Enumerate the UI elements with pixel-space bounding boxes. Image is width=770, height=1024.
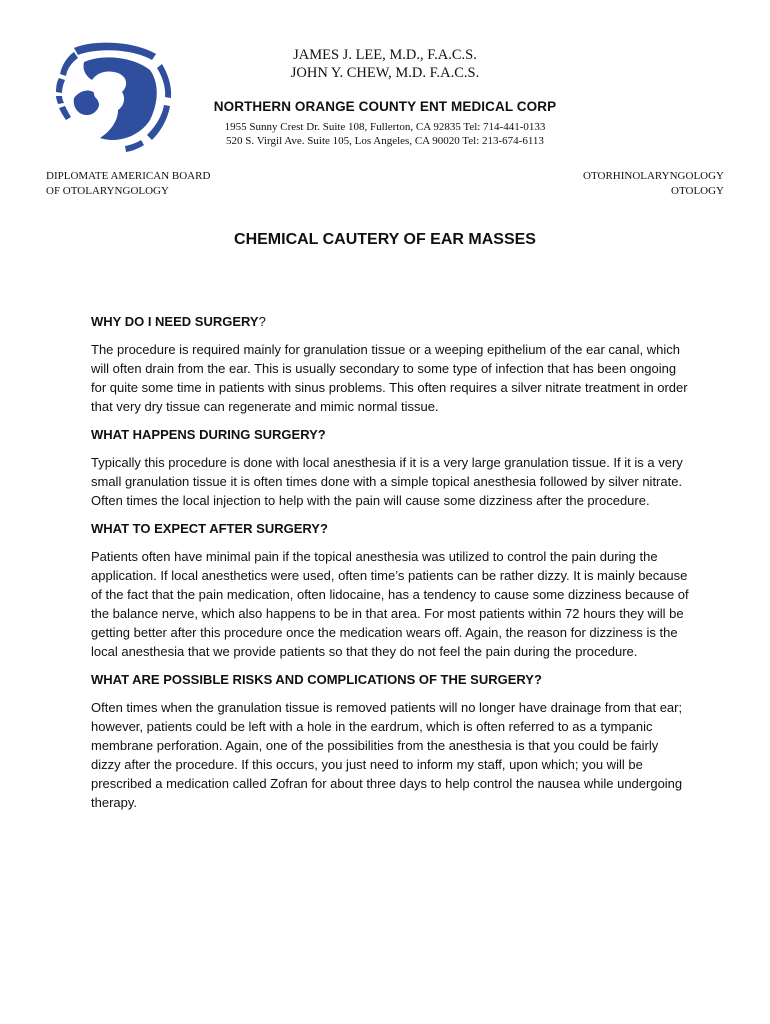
credential-line: OTORHINOLARYNGOLOGY xyxy=(583,170,724,182)
section-paragraph: Often times when the granulation tissue is removed patients will no longer have drainage from that ear; however, patients could be left with a hole in the eardrum, which is often referred to as a tympanic membrane perforation. Again, one of the possibilities from the anesthesia is that you could be fairly dizzy after the procedure. If this occurs, you just need to inform my staff, upon which; you will be prescribed a medication called Zofran for about three days to help control the nausea while undergoing therapy. xyxy=(91,700,683,810)
section-heading: WHAT TO EXPECT AFTER SURGERY? xyxy=(91,521,328,536)
credential-line: DIPLOMATE AMERICAN BOARD xyxy=(46,170,211,182)
address-line-1: 1955 Sunny Crest Dr. Suite 108, Fullerton, CA 92835 Tel: 714-441-0133 xyxy=(224,121,546,133)
doctor-name-2: JOHN Y. CHEW, M.D. F.A.C.S. xyxy=(290,65,480,81)
document-body xyxy=(91,313,691,822)
section-heading: WHAT ARE POSSIBLE RISKS AND COMPLICATIONS OF THE SURGERY? xyxy=(91,672,542,687)
credential-line: OF OTOLARYNGOLOGY xyxy=(46,185,169,197)
section-paragraph: Patients often have minimal pain if the topical anesthesia was utilized to control the pain during the application. If local anesthetics were used, often time’s patients can be rather dizzy. It is mainly because of the fact that the pain medication, often lidocaine, has a tendency to cause some dizziness because of the balance nerve, which also happens to be in that area. For most patients within 72 hours they will be getting better after this procedure once the medication wears off. Again, the reason for dizziness is the local anesthesia that we provide patients so that they do not feel the pain during the procedure. xyxy=(91,549,689,659)
section-heading xyxy=(91,313,691,331)
section-paragraph: Typically this procedure is done with local anesthesia if it is a very large granulation tissue. If it is a very small granulation tissue it is often times done with a simple topical anesthesia followed by silver nitrate. Often times the local injection to help with the pain will cause some dizziness after the procedure. xyxy=(91,455,683,508)
credential-line: OTOLOGY xyxy=(671,185,724,197)
doctor-name-1: JAMES J. LEE, M.D., F.A.C.S. xyxy=(293,47,477,63)
section-paragraph: The procedure is required mainly for granulation tissue or a weeping epithelium of the ear canal, which will often drain from the ear. This is usually secondary to some type of infection that has been ongoing for quite some time in patients with sinus problems. This often requires a silver nitrate treatment in order that very dry tissue can regenerate and mimic normal tissue. xyxy=(91,342,688,414)
credentials-right xyxy=(583,169,724,199)
address-line-2: 520 S. Virgil Ave. Suite 105, Los Angeles, CA 90020 Tel: 213-674-6113 xyxy=(226,135,544,147)
section-heading-text: WHY DO I NEED SURGERY xyxy=(91,314,259,329)
section-heading-suffix: ? xyxy=(258,314,266,329)
credentials-left xyxy=(46,169,210,199)
corp-name: NORTHERN ORANGE COUNTY ENT MEDICAL CORP xyxy=(213,99,557,114)
document-title: CHEMICAL CAUTERY OF EAR MASSES xyxy=(234,231,536,248)
section-heading: WHAT HAPPENS DURING SURGERY? xyxy=(91,427,326,442)
